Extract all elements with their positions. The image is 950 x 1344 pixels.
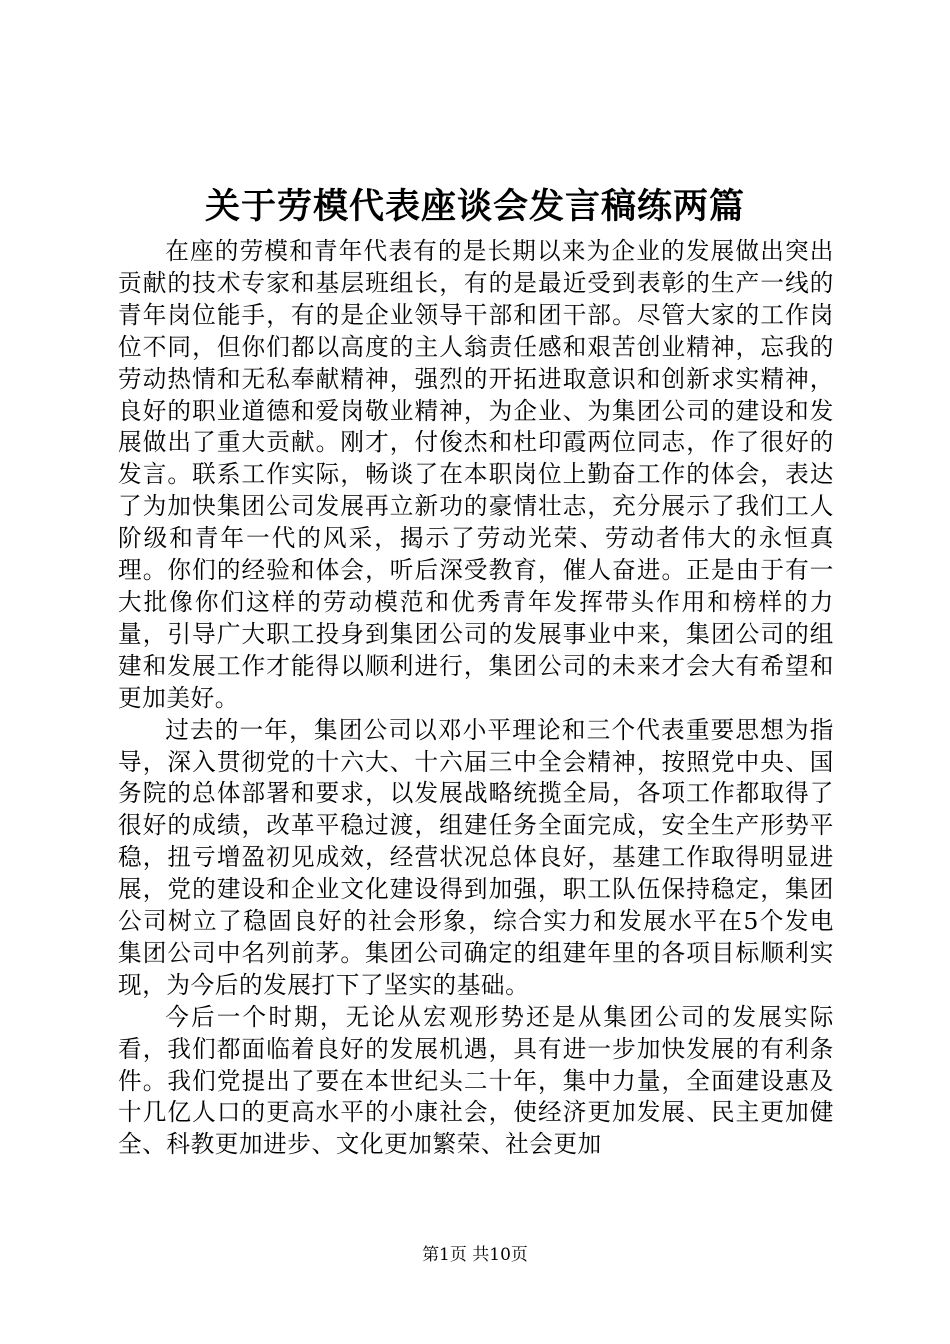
paragraph-1: 在座的劳模和青年代表有的是长期以来为企业的发展做出突出贡献的技术专家和基层班组长，有的是最近受到表彰的生产一线的青年岗位能手，有的是企业领导干部和团干部。尽管大家的工作岗位不同，但你们都以高度的主人翁责任感和艰苦创业精神，忘我的劳动热情和无私奉献精神，强烈的开拓进取意识和创新求实精神，良好的职业道德和爱岗敬业精神，为企业、为集团公司的建设和发展做出了重大贡献。刚才，付俊杰和杜印霞两位同志，作了很好的发言。联系工作实际，畅谈了在本职岗位上勤奋工作的体会，表达了为加快集团公司发展再立新功的豪情壮志，充分展示了我们工人阶级和青年一代的风采，揭示了劳动光荣、劳动者伟大的永恒真理。你们的经验和体会，听后深受教育，催人奋进。正是由于有一大批像你们这样的劳动模范和优秀青年发挥带头作用和榜样的力量，引导广大职工投身到集团公司的发展事业中来，集团公司的组建和发展工作才能得以顺利进行，集团公司的未来才会大有希望和更加美好。: [118, 237, 834, 712]
document-body: [118, 236, 834, 1161]
paragraph-2: 过去的一年，集团公司以邓小平理论和三个代表重要思想为指导，深入贯彻党的十六大、十六届三中全会精神，按照党中央、国务院的总体部署和要求，以发展战略统揽全局，各项工作都取得了很好的成绩，改革平稳过渡，组建任务全面完成，安全生产形势平稳，扭亏增盈初见成效，经营状况总体良好，基建工作取得明显进展，党的建设和企业文化建设得到加强，职工队伍保持稳定，集团公司树立了稳固良好的社会形象，综合实力和发展水平在5个发电集团公司中名列前茅。集团公司确定的组建年里的各项目标顺利实现，为今后的发展打下了坚实的基础。: [118, 715, 834, 999]
page-number-footer: 第1页 共10页: [422, 1245, 528, 1265]
document-title: 关于劳模代表座谈会发言稿练两篇: [204, 187, 745, 227]
paragraph-3: 今后一个时期，无论从宏观形势还是从集团公司的发展实际看，我们都面临着良好的发展机遇，具有进一步加快发展的有利条件。我们党提出了要在本世纪头二十年，集中力量，全面建设惠及十几亿人口的更高水平的小康社会，使经济更加发展、民主更加健全、科教更加进步、文化更加繁荣、社会更加: [118, 1002, 834, 1159]
